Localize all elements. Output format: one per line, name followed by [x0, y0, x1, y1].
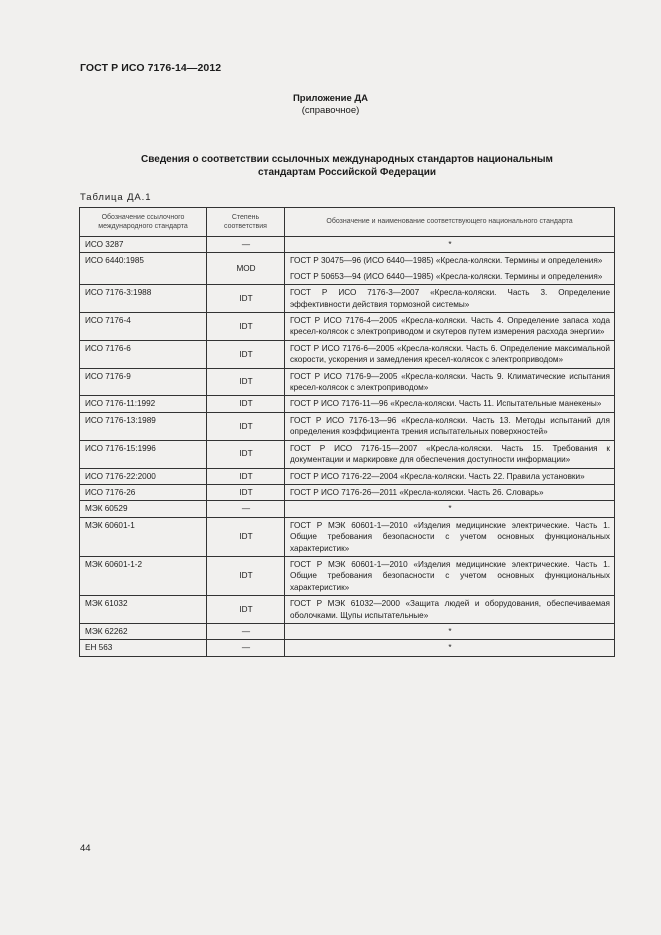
- column-header-national: Обозначение и наименование соответствующего национального стандарта: [285, 208, 615, 237]
- reference-standard-cell: МЭК 61032: [80, 596, 207, 624]
- national-standard-text: ГОСТ Р ИСО 7176-6—2005 «Кресла-коляски. Часть 6. Определение максимальной скорости, ускорения и замедления кресел-колясок с электроприводом»: [290, 343, 610, 365]
- table-header-row: [80, 208, 615, 237]
- national-standard-cell: [285, 412, 615, 440]
- national-standard-cell: [285, 340, 615, 368]
- document-code: ГОСТ Р ИСО 7176-14—2012: [80, 62, 222, 74]
- national-standard-text: ГОСТ Р ИСО 7176-4—2005 «Кресла-коляски. Часть 4. Определение запаса хода кресел-колясок с электроприводом и скутеров путем измерения расхода энергии»: [290, 316, 610, 337]
- table-body: [80, 237, 615, 657]
- table-row: [80, 640, 615, 656]
- national-standard-text: *: [448, 643, 452, 653]
- degree-cell: IDT: [207, 468, 285, 484]
- degree-cell: —: [207, 237, 285, 253]
- national-standard-cell: [285, 623, 615, 639]
- reference-standard-cell: ЕН 563: [80, 640, 207, 656]
- reference-standard-cell: ИСО 7176-4: [80, 313, 207, 341]
- national-standard-text: *: [448, 240, 452, 249]
- table-row: [80, 623, 615, 639]
- table-row: [80, 253, 615, 285]
- annex-heading: [0, 93, 661, 117]
- reference-standard-cell: МЭК 60601-1: [80, 517, 207, 556]
- degree-cell: IDT: [207, 596, 285, 624]
- table-row: [80, 340, 615, 368]
- national-standard-cell: [285, 368, 615, 396]
- reference-standard-cell: ИСО 7176-9: [80, 368, 207, 396]
- degree-cell: IDT: [207, 313, 285, 341]
- table-row: [80, 368, 615, 396]
- page-number: 44: [80, 843, 91, 854]
- national-standard-cell: [285, 640, 615, 656]
- column-header-reference: Обозначение ссылочного международного стандарта: [80, 208, 207, 237]
- national-standard-cell: [285, 501, 615, 517]
- national-standard-cell: [285, 285, 615, 313]
- degree-cell: IDT: [207, 368, 285, 396]
- degree-cell: MOD: [207, 253, 285, 285]
- degree-cell: IDT: [207, 484, 285, 500]
- reference-standard-cell: ИСО 7176-22:2000: [80, 468, 207, 484]
- national-standard-cell: [285, 468, 615, 484]
- national-standard-text: ГОСТ Р ИСО 7176-13—96 «Кресла-коляски. Часть 13. Методы испытаний для определения коэффициента трения испытательных поверхностей»: [290, 415, 610, 437]
- national-standard-text: ГОСТ Р МЭК 60601-1—2010 «Изделия медицинские электрические. Часть 1. Общие требования безопасности с учетом основных функциональных характеристик»: [290, 520, 610, 553]
- table-row: [80, 484, 615, 500]
- national-standard-cell: [285, 396, 615, 412]
- degree-cell: IDT: [207, 412, 285, 440]
- degree-cell: IDT: [207, 285, 285, 313]
- reference-standard-cell: ИСО 7176-6: [80, 340, 207, 368]
- table-caption: Таблица ДА.1: [80, 192, 152, 203]
- table-row: [80, 468, 615, 484]
- reference-standard-cell: МЭК 60601-1-2: [80, 556, 207, 595]
- national-standard-text: ГОСТ Р ИСО 7176-26—2011 «Кресла-коляски. Часть 26. Словарь»: [290, 487, 544, 497]
- national-standard-text: ГОСТ Р ИСО 7176-11—96 «Кресла-коляски. Часть 11. Испытательные манекены»: [290, 399, 602, 409]
- degree-cell: —: [207, 623, 285, 639]
- reference-standard-cell: ИСО 3287: [80, 237, 207, 253]
- national-standard-cell: [285, 237, 615, 253]
- table-row: [80, 412, 615, 440]
- national-standard-text: ГОСТ Р 50653—94 (ИСО 6440—1985) «Кресла-коляски. Термины и определения»: [290, 271, 603, 281]
- table-row: [80, 396, 615, 412]
- reference-standard-cell: ИСО 7176-13:1989: [80, 412, 207, 440]
- degree-cell: IDT: [207, 396, 285, 412]
- degree-cell: IDT: [207, 517, 285, 556]
- national-standard-text: ГОСТ Р ИСО 7176-9—2005 «Кресла-коляски. Часть 9. Климатические испытания кресел-колясок с электроприводом»: [290, 371, 610, 393]
- table-row: [80, 517, 615, 556]
- table-row: [80, 501, 615, 517]
- table-row: [80, 596, 615, 624]
- degree-cell: —: [207, 640, 285, 656]
- national-standard-text: *: [448, 504, 452, 514]
- national-standard-text: ГОСТ Р ИСО 7176-3—2007 «Кресла-коляски. Часть 3. Определение эффективности действия тормозной системы»: [290, 288, 610, 309]
- table-row: [80, 440, 615, 468]
- annex-title: Приложение ДА: [292, 93, 369, 104]
- degree-cell: IDT: [207, 340, 285, 368]
- column-header-degree: Степень соответствия: [207, 208, 285, 237]
- national-standard-cell: [285, 440, 615, 468]
- national-standard-text: ГОСТ Р ИСО 7176-15—2007 «Кресла-коляски. Часть 15. Требования к документации и маркировке для обеспечения доступности информации»: [290, 443, 610, 465]
- national-standard-cell: [285, 556, 615, 595]
- reference-standard-cell: МЭК 60529: [80, 501, 207, 517]
- table-row: [80, 556, 615, 595]
- reference-standard-cell: ИСО 7176-26: [80, 484, 207, 500]
- degree-cell: IDT: [207, 440, 285, 468]
- reference-standard-cell: ИСО 7176-3:1988: [80, 285, 207, 313]
- national-standard-cell: [285, 313, 615, 341]
- national-standard-text: ГОСТ Р 30475—96 (ИСО 6440—1985) «Кресла-коляски. Термины и определения»: [290, 256, 603, 266]
- national-standard-text: ГОСТ Р ИСО 7176-22—2004 «Кресла-коляски. Часть 22. Правила установки»: [290, 471, 585, 481]
- degree-cell: —: [207, 501, 285, 517]
- national-standard-text: ГОСТ Р МЭК 61032—2000 «Защита людей и оборудования, обеспечиваемая оболочками. Щупы испытательные»: [290, 599, 610, 620]
- annex-subtitle: (справочное): [301, 105, 360, 116]
- national-standard-cell: [285, 596, 615, 624]
- degree-cell: IDT: [207, 556, 285, 595]
- national-standard-text: *: [448, 626, 452, 636]
- correspondence-table: [79, 207, 615, 657]
- national-standard-text: ГОСТ Р МЭК 60601-1—2010 «Изделия медицинские электрические. Часть 1. Общие требования безопасности с учетом основных функциональных характеристик»: [290, 559, 610, 592]
- reference-standard-cell: ИСО 6440:1985: [80, 253, 207, 285]
- section-title-line-1: Сведения о соответствии ссылочных международных стандартов национальным: [141, 154, 553, 165]
- reference-standard-cell: МЭК 62262: [80, 623, 207, 639]
- table-row: [80, 237, 615, 253]
- national-standard-cell: [285, 484, 615, 500]
- reference-standard-cell: ИСО 7176-11:1992: [80, 396, 207, 412]
- section-title-line-2: стандартам Российской Федерации: [258, 167, 436, 178]
- table-row: [80, 285, 615, 313]
- national-standard-cell: [285, 517, 615, 556]
- table-row: [80, 313, 615, 341]
- national-standard-cell: [285, 253, 615, 285]
- reference-standard-cell: ИСО 7176-15:1996: [80, 440, 207, 468]
- section-title: [96, 153, 598, 179]
